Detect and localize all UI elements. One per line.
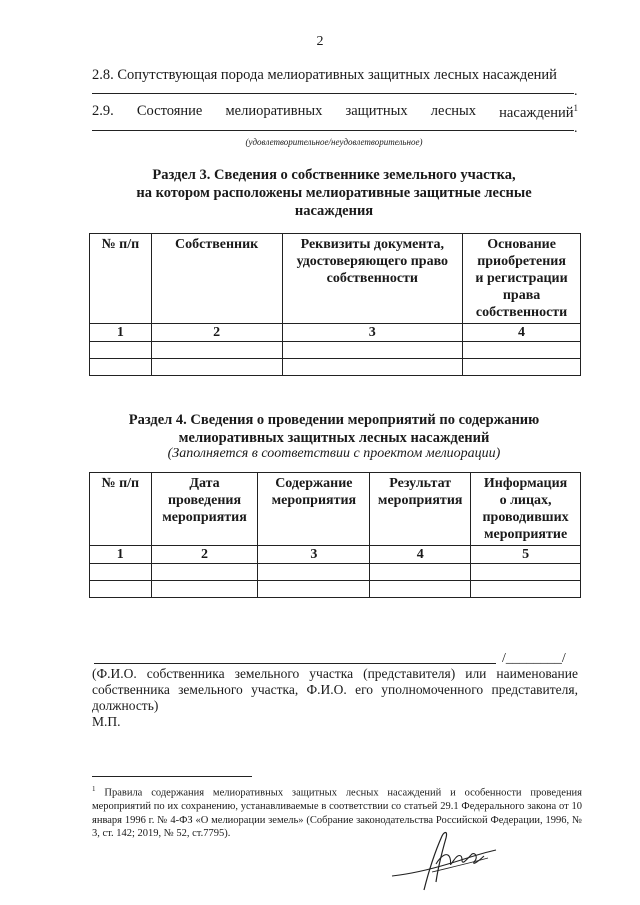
table-cell <box>151 359 282 376</box>
header-line: Информация <box>483 476 568 491</box>
header-cell <box>151 473 258 546</box>
item-2-9-word: защитных <box>345 103 408 119</box>
item-2-8-rule <box>92 93 574 94</box>
header-line: № п/п <box>101 237 140 252</box>
header-line: Содержание <box>275 476 353 491</box>
header-line: Результат <box>389 476 452 491</box>
page-number: 2 <box>316 34 324 49</box>
table-cell <box>463 359 581 376</box>
column-number: 3 <box>282 324 463 342</box>
column-number: 1 <box>90 324 152 342</box>
table-cell <box>90 581 152 598</box>
header-line: проводивших <box>482 510 569 525</box>
column-number: 1 <box>90 546 152 564</box>
section-4-title-line: Раздел 4. Сведения о проведении мероприятий по содержанию <box>128 412 540 428</box>
header-line: мероприятие <box>483 527 568 542</box>
footnote-reference: 1 <box>573 103 578 113</box>
header-line: собственности <box>475 305 568 320</box>
table-cell <box>370 581 471 598</box>
item-2-8: 2.8. Сопутствующая порода мелиоративных защитных лесных насаждений <box>92 67 557 83</box>
table-cell <box>258 564 370 581</box>
header-line: о лицах, <box>499 493 552 508</box>
footnote <box>92 783 582 841</box>
header-cell <box>258 473 370 546</box>
item-2-9-word: лесных <box>430 103 477 119</box>
header-cell <box>151 234 282 324</box>
table-row <box>90 359 581 376</box>
table-cell <box>90 564 152 581</box>
header-line: Реквизиты документа, <box>300 237 444 252</box>
item-2-9-period: . <box>574 121 578 136</box>
section-3-title-line: на котором расположены мелиоративные защитные лесные <box>136 185 532 201</box>
column-number: 3 <box>258 546 370 564</box>
signature-caption: (Ф.И.О. собственника земельного участка (представителя) или наименование собственника земельного участка, Ф.И.О. его уполномоченного представителя, должность) <box>92 666 578 713</box>
item-2-9-word: Состояние <box>136 103 203 119</box>
table-cell <box>151 564 258 581</box>
activities-table-header <box>90 473 581 546</box>
header-line: удостоверяющего право <box>296 254 449 269</box>
section-3-title-line: насаждения <box>294 203 374 219</box>
column-number: 4 <box>463 324 581 342</box>
seal-place: М.П. <box>92 714 121 729</box>
activities-table-numbers <box>90 546 581 564</box>
item-2-9-rule <box>92 130 574 131</box>
table-cell <box>90 359 152 376</box>
table-cell <box>282 342 463 359</box>
header-line: № п/п <box>101 476 140 491</box>
table-cell <box>471 581 581 598</box>
item-2-9-word-last <box>499 103 578 122</box>
table-row <box>90 581 581 598</box>
table-cell <box>370 564 471 581</box>
item-2-9-word: мелиоративных <box>225 103 323 119</box>
footnote-rule <box>92 776 252 777</box>
table-cell <box>471 564 581 581</box>
section-4-title <box>0 411 640 447</box>
header-cell <box>90 234 152 324</box>
table-cell <box>282 359 463 376</box>
owner-table-numbers <box>90 324 581 342</box>
header-line: Основание <box>487 237 556 252</box>
header-cell <box>282 234 463 324</box>
handwritten-signature <box>388 824 500 899</box>
section-3-title <box>0 166 640 220</box>
owner-table-header <box>90 234 581 324</box>
header-line: Дата <box>189 476 220 491</box>
activities-table <box>89 472 581 598</box>
table-row <box>90 564 581 581</box>
footnote-marker: 1 <box>92 785 96 793</box>
table-cell <box>463 342 581 359</box>
item-2-9-word: насаждений <box>499 104 574 121</box>
column-number: 5 <box>471 546 581 564</box>
table-cell <box>151 342 282 359</box>
table-cell <box>151 581 258 598</box>
column-number: 4 <box>370 546 471 564</box>
item-2-8-period: . <box>574 84 578 99</box>
signature-rule <box>94 663 496 664</box>
header-line: права <box>502 288 541 303</box>
header-line: мероприятия <box>271 493 357 508</box>
section-3-title-line: Раздел 3. Сведения о собственнике земельного участка, <box>152 167 516 183</box>
header-cell <box>370 473 471 546</box>
header-line: собственности <box>326 271 418 286</box>
section-4-subtitle: (Заполняется в соответствии с проектом мелиорации) <box>167 446 501 461</box>
header-line: мероприятия <box>377 493 463 508</box>
header-line: и регистрации <box>475 271 568 286</box>
header-cell <box>471 473 581 546</box>
table-cell <box>258 581 370 598</box>
header-cell <box>463 234 581 324</box>
item-2-9 <box>92 103 578 122</box>
header-line: приобретения <box>477 254 566 269</box>
section-4-title-line: мелиоративных защитных лесных насаждений <box>178 430 490 446</box>
signature-slashes: /________/ <box>502 651 566 666</box>
header-line: проведения <box>167 493 242 508</box>
owner-table <box>89 233 581 376</box>
header-cell <box>90 473 152 546</box>
footnote-text: Правила содержания мелиоративных защитных лесных насаждений и особенности проведения мероприятий по их сохранению, устанавливаемые в соответствии со статьей 29.1 Федерального закона от 10 января 1996 г. № 4-ФЗ «О мелиорации земель» (Собрание законодательства Российской Федерации, 1996, № 3, ст. 142; 2019, № 52, ст.7795). <box>92 787 583 839</box>
column-number: 2 <box>151 324 282 342</box>
item-2-9-hint: (удовлетворительное/неудовлетворительное) <box>245 137 423 147</box>
item-2-9-word: 2.9. <box>92 103 114 119</box>
table-row <box>90 342 581 359</box>
table-cell <box>90 342 152 359</box>
header-line: мероприятия <box>162 510 247 525</box>
signature-icon <box>388 824 500 894</box>
header-line: Собственник <box>175 237 259 252</box>
column-number: 2 <box>151 546 258 564</box>
